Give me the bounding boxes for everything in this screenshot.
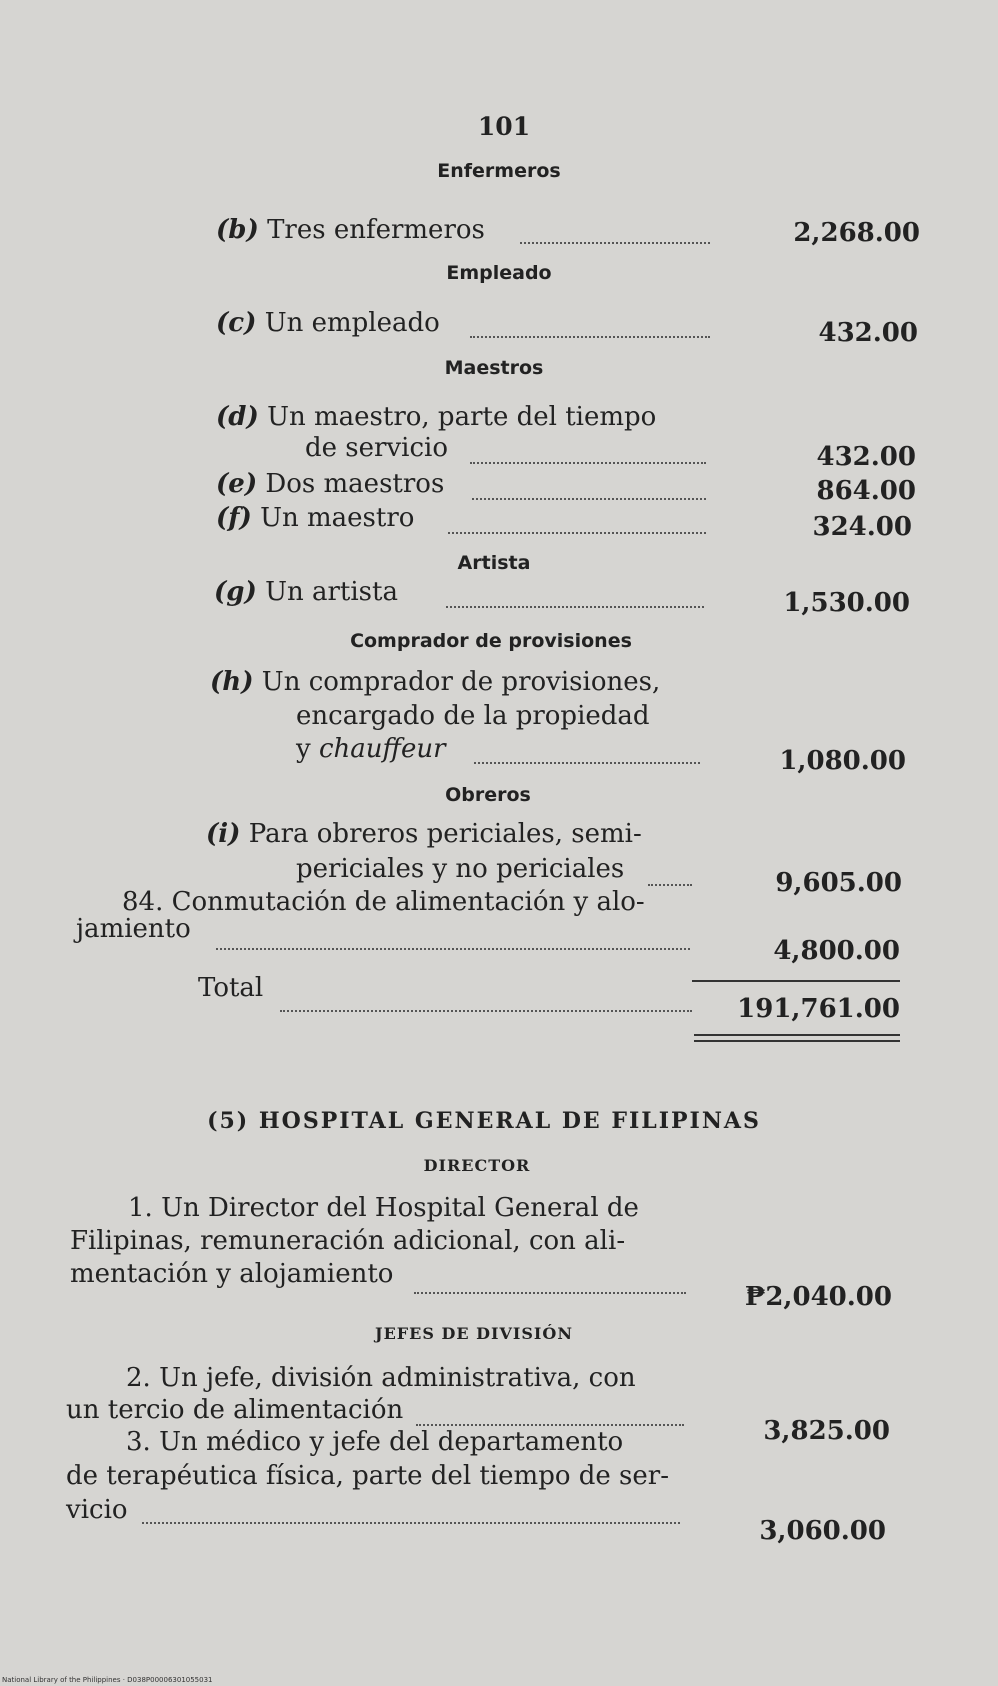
total-label: Total xyxy=(198,973,264,1003)
item-f-text: Un maestro xyxy=(260,503,415,533)
leader-dots xyxy=(470,462,706,464)
footer-watermark: National Library of the Philippines · D038P00006301055031 xyxy=(2,1676,213,1684)
item-h-text-last xyxy=(296,733,446,765)
item-i-text: Para obreros periciales, semi- xyxy=(248,819,642,849)
item-2-amount: 3,825.00 xyxy=(763,1416,890,1446)
item-1-text-last: mentación y alojamiento xyxy=(70,1259,394,1289)
item-g-amount: 1,530.00 xyxy=(783,588,910,618)
item-f-label: (f) xyxy=(216,503,252,533)
section-heading-artista: Artista xyxy=(457,552,531,574)
leader-dots xyxy=(280,1010,692,1012)
item-f-amount: 324.00 xyxy=(812,512,912,542)
hospital-heading: (5) HOSPITAL GENERAL DE FILIPINAS xyxy=(207,1108,761,1134)
leader-dots xyxy=(446,606,704,608)
section-heading-enfermeros: Enfermeros xyxy=(437,160,561,182)
item-h-text-chauffeur: chauffeur xyxy=(318,734,446,764)
item-e-text: Dos maestros xyxy=(265,469,445,499)
jefes-heading: JEFES DE DIVISIÓN xyxy=(375,1324,573,1343)
total-rule xyxy=(692,980,900,982)
item-d xyxy=(216,401,656,433)
item-b xyxy=(216,214,485,246)
item-i-label: (i) xyxy=(206,819,241,849)
leader-dots xyxy=(216,948,690,950)
leader-dots xyxy=(448,532,706,534)
item-e-amount: 864.00 xyxy=(816,476,916,506)
item-d-label: (d) xyxy=(216,402,259,432)
item-1-text-continued: Filipinas, remuneración adicional, con ali- xyxy=(70,1226,626,1256)
page-number: 101 xyxy=(477,112,531,141)
item-1-amount: ₱2,040.00 xyxy=(744,1282,892,1312)
item-3-amount: 3,060.00 xyxy=(759,1516,886,1546)
double-rule xyxy=(694,1040,900,1042)
item-g xyxy=(214,576,398,608)
leader-dots xyxy=(470,336,710,338)
item-84-amount: 4,800.00 xyxy=(773,936,900,966)
item-e-label: (e) xyxy=(216,469,258,499)
item-2-text: 2. Un jefe, división administrativa, con xyxy=(126,1363,636,1393)
double-rule xyxy=(694,1034,900,1036)
item-i-text-continued: periciales y no periciales xyxy=(296,854,625,884)
item-d-text: Un maestro, parte del tiempo xyxy=(267,402,657,432)
item-84-text: 84. Conmutación de alimentación y alo- xyxy=(122,887,645,917)
item-e xyxy=(216,468,444,500)
leader-dots xyxy=(520,242,710,244)
leader-dots xyxy=(648,884,692,886)
item-b-amount: 2,268.00 xyxy=(793,218,920,248)
leader-dots xyxy=(414,1292,686,1294)
section-heading-maestros: Maestros xyxy=(444,357,544,379)
section-heading-obreros: Obreros xyxy=(445,784,531,806)
item-d-text-continued: de servicio xyxy=(305,433,448,463)
item-g-text: Un artista xyxy=(265,577,398,607)
item-c-text: Un empleado xyxy=(264,308,440,338)
item-g-label: (g) xyxy=(214,577,257,607)
section-heading-empleado: Empleado xyxy=(446,262,552,284)
item-i-amount: 9,605.00 xyxy=(775,868,902,898)
total-amount: 191,761.00 xyxy=(737,994,900,1024)
item-3-text-continued: de terapéutica física, parte del tiempo de ser- xyxy=(66,1461,670,1491)
leader-dots xyxy=(472,498,706,500)
item-3-text-last: vicio xyxy=(66,1495,128,1525)
item-3-text: 3. Un médico y jefe del departamento xyxy=(126,1427,624,1457)
leader-dots xyxy=(142,1522,680,1524)
item-h-text: Un comprador de provisiones, xyxy=(261,667,661,697)
item-84-text-continued: jamiento xyxy=(76,914,191,944)
item-c-amount: 432.00 xyxy=(818,318,918,348)
item-c-label: (c) xyxy=(216,308,257,338)
section-heading-comprador: Comprador de provisiones xyxy=(350,630,632,652)
leader-dots xyxy=(474,762,700,764)
item-i xyxy=(206,818,642,850)
item-h-text-y: y xyxy=(296,734,311,764)
item-h-label: (h) xyxy=(210,667,254,697)
director-heading: DIRECTOR xyxy=(423,1156,531,1175)
item-h xyxy=(210,666,660,698)
item-f xyxy=(216,502,414,534)
item-h-text-continued: encargado de la propiedad xyxy=(296,701,650,731)
item-h-amount: 1,080.00 xyxy=(779,746,906,776)
item-1-text: 1. Un Director del Hospital General de xyxy=(128,1193,639,1223)
item-d-amount: 432.00 xyxy=(816,442,916,472)
item-2-text-continued: un tercio de alimentación xyxy=(66,1395,404,1425)
item-b-text: Tres enfermeros xyxy=(267,215,485,245)
item-b-label: (b) xyxy=(216,215,259,245)
item-c xyxy=(216,307,440,339)
